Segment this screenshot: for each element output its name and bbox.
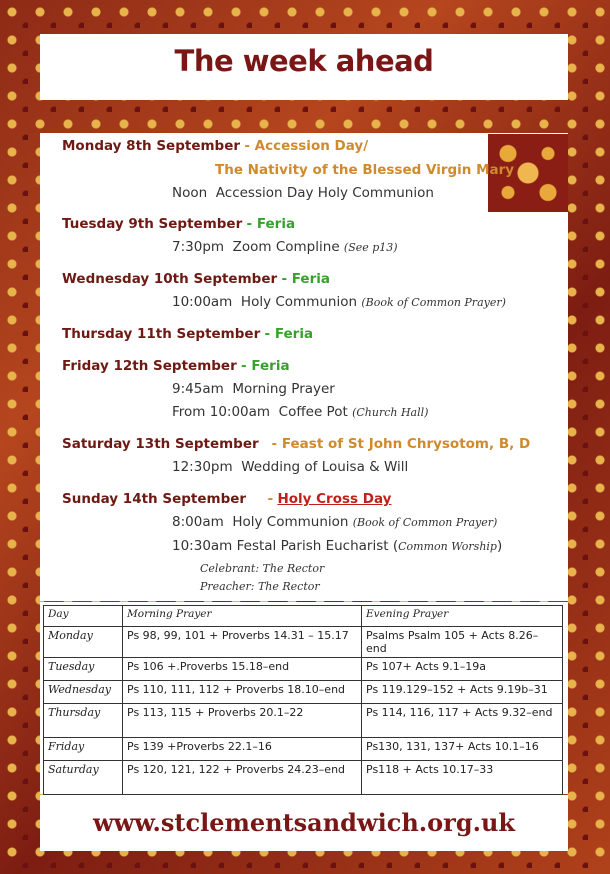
event-item	[172, 381, 335, 397]
event-text: Morning Prayer	[232, 381, 335, 397]
event-item	[172, 185, 434, 201]
day-label: Monday 8th September	[62, 138, 241, 154]
day-label: Thursday 11th September	[62, 326, 261, 342]
event-item	[172, 459, 408, 475]
event-item	[172, 538, 502, 554]
friday-heading	[62, 358, 290, 374]
header-evening: Evening Prayer	[362, 606, 563, 627]
monday-heading	[62, 138, 368, 154]
cell-morning: Ps 139 +Proverbs 22.1–16	[123, 738, 362, 761]
table-row	[44, 738, 563, 761]
feast-label: - Feria	[246, 216, 296, 232]
feast-label: - Accession Day/	[244, 138, 369, 154]
event-time: 10:30am	[172, 538, 233, 554]
cell-evening: Ps 107+ Acts 9.1–19a	[362, 658, 563, 681]
cell-day: Thursday	[44, 704, 123, 738]
table-row	[44, 761, 563, 795]
cell-day: Friday	[44, 738, 123, 761]
table-row	[44, 658, 563, 681]
event-text: Accession Day Holy Communion	[215, 185, 434, 201]
event-text: Festal Parish Eucharist (	[236, 538, 399, 554]
feast-label: The Nativity of the Blessed Virgin Mary	[215, 162, 515, 178]
preacher-line: Preacher: The Rector	[200, 580, 320, 593]
title-panel	[40, 34, 568, 100]
day-label: Wednesday 10th September	[62, 271, 278, 287]
event-item	[172, 239, 398, 255]
cell-morning: Ps 113, 115 + Proverbs 20.1–22	[123, 704, 362, 738]
event-time: 7:30pm	[172, 239, 225, 255]
event-note: (Book of Common Prayer)	[361, 296, 506, 309]
cell-day: Tuesday	[44, 658, 123, 681]
feast-label: Holy Cross Day	[277, 491, 392, 507]
cell-morning: Ps 120, 121, 122 + Proverbs 24.23–end	[123, 761, 362, 795]
event-note: Common Worship	[398, 540, 497, 553]
celebrant-line: Celebrant: The Rector	[200, 562, 325, 575]
event-time: 9:45am	[172, 381, 224, 397]
event-note: (Book of Common Prayer)	[352, 516, 498, 529]
event-note: (Church Hall)	[352, 406, 429, 419]
sunday-heading	[62, 491, 391, 507]
day-label: Tuesday 9th September	[62, 216, 243, 232]
event-text: Coffee Pot	[278, 404, 348, 420]
event-text: Wedding of Louisa & Will	[241, 459, 409, 475]
feast-dash: -	[267, 491, 274, 507]
thursday-heading	[62, 326, 313, 342]
event-time: 8:00am	[172, 514, 224, 530]
event-time: 10:00am	[172, 294, 233, 310]
monday-feast-line2	[215, 162, 514, 178]
cell-day: Wednesday	[44, 681, 123, 704]
table-header-row	[44, 606, 563, 627]
cell-evening: Ps 119.129–152 + Acts 9.19b–31	[362, 681, 563, 704]
lectionary-table	[43, 605, 563, 795]
cell-evening: Ps 114, 116, 117 + Acts 9.32–end	[362, 704, 563, 738]
header-morning: Morning Prayer	[123, 606, 362, 627]
cell-morning: Ps 106 +.Proverbs 15.18–end	[123, 658, 362, 681]
day-label: Saturday 13th September	[62, 436, 259, 452]
table-row	[44, 681, 563, 704]
feast-label: - Feria	[241, 358, 290, 374]
cell-morning: Ps 98, 99, 101 + Proverbs 14.31 – 15.17	[123, 627, 362, 658]
event-time: From 10:00am	[172, 404, 271, 420]
event-item	[172, 294, 506, 310]
footer-panel	[40, 795, 568, 851]
header-day: Day	[44, 606, 123, 627]
cell-evening: Psalms Psalm 105 + Acts 8.26–end	[362, 627, 563, 658]
saturday-heading	[62, 436, 530, 452]
event-item	[172, 404, 428, 420]
lectionary-table-panel	[40, 602, 568, 794]
day-label: Friday 12th September	[62, 358, 237, 374]
event-text: Holy Communion	[232, 514, 349, 530]
feast-label: - Feria	[264, 326, 314, 342]
event-time: 12:30pm	[172, 459, 233, 475]
event-time: Noon	[172, 185, 208, 201]
tuesday-heading	[62, 216, 295, 232]
table-row	[44, 627, 563, 658]
event-text: Zoom Compline	[232, 239, 340, 255]
cell-evening: Ps118 + Acts 10.17–33	[362, 761, 563, 795]
event-text: Holy Communion	[240, 294, 358, 310]
website-link[interactable]: www.stclementsandwich.org.uk	[92, 808, 516, 837]
day-label: Sunday 14th September	[62, 491, 247, 507]
cell-day: Saturday	[44, 761, 123, 795]
wednesday-heading	[62, 271, 330, 287]
cell-morning: Ps 110, 111, 112 + Proverbs 18.10–end	[123, 681, 362, 704]
table-row	[44, 704, 563, 738]
feast-label: - Feast of St John Chrysotom, B, D	[271, 436, 531, 452]
event-close: )	[496, 538, 503, 554]
page-title: The week ahead	[174, 44, 434, 78]
event-note: (See p13)	[343, 241, 398, 254]
feast-label: - Feria	[281, 271, 330, 287]
cell-day: Monday	[44, 627, 123, 658]
event-item	[172, 514, 497, 530]
cell-evening: Ps130, 131, 137+ Acts 10.1–16	[362, 738, 563, 761]
